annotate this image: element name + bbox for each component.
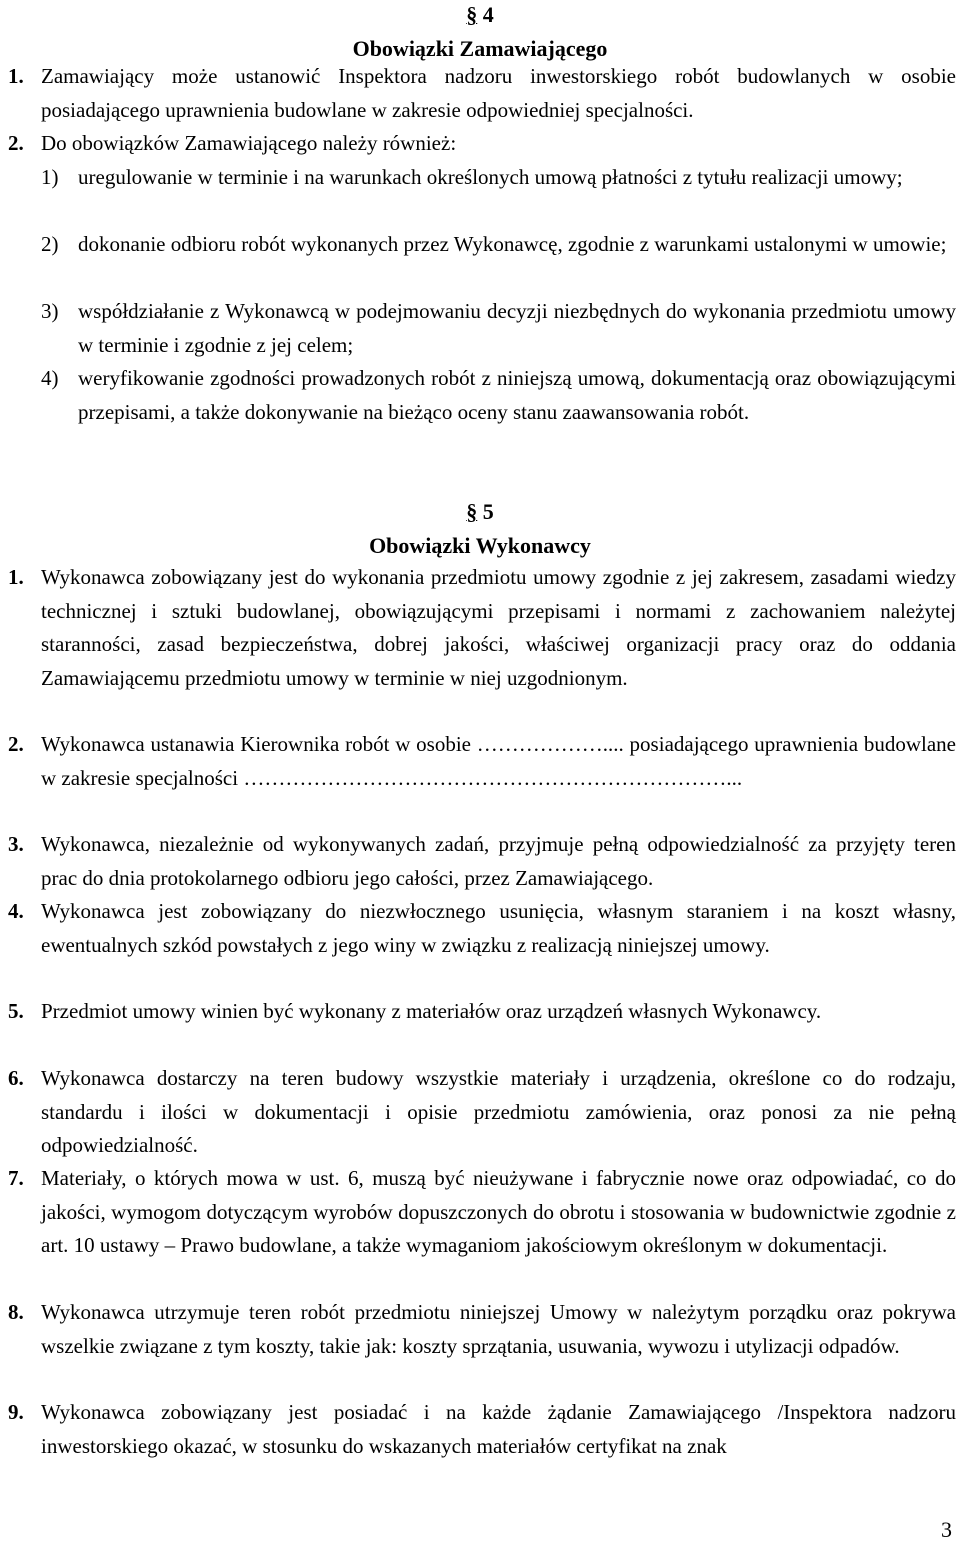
section-4-item-1	[8, 60, 956, 127]
subitem-number: 1)	[41, 165, 59, 189]
item-number: 1.	[8, 565, 24, 589]
item-number: 9.	[8, 1400, 24, 1424]
section-4-subitem-3	[41, 295, 956, 362]
section-symbol: §	[466, 499, 478, 524]
item-number: 7.	[8, 1166, 24, 1190]
section-5-item-4	[8, 895, 956, 962]
section-5-item-7	[8, 1162, 956, 1263]
section-4-subitem-1	[41, 161, 956, 195]
subitem-text: dokonanie odbioru robót wykonanych przez Wykonawcę, zgodnie z warunkami ustalonymi w umowie;	[78, 232, 947, 256]
section-5-item-5	[8, 995, 956, 1029]
section-title: Obowiązki Wykonawcy	[369, 533, 591, 558]
subitem-text: współdziałanie z Wykonawcą w podejmowaniu decyzji niezbędnych do wykonania przedmiotu umowy w terminie i zgodnie z jej celem;	[78, 299, 956, 357]
item-number: 6.	[8, 1066, 24, 1090]
item-number: 8.	[8, 1300, 24, 1324]
item-text: Wykonawca utrzymuje teren robót przedmiotu niniejszej Umowy w należytym porządku oraz pokrywa wszelkie związane z tym koszty, takie jak: koszty sprzątania, usuwania, wywozu i utylizacji odpadów.	[41, 1300, 956, 1358]
section-4-heading	[0, 0, 960, 64]
item-number: 2.	[8, 131, 24, 155]
subitem-number: 4)	[41, 366, 59, 390]
subitem-text: weryfikowanie zgodności prowadzonych robót z niniejszą umową, dokumentacją oraz obowiązującymi przepisami, a także dokonywanie na bieżąco oceny stanu zaawansowania robót.	[78, 366, 956, 424]
item-text: Wykonawca dostarczy na teren budowy wszystkie materiały i urządzenia, określone co do rodzaju, standardu i ilości w dokumentacji i opisie przedmiotu zamówienia, oraz ponosi za nie pełną odpowiedzialność.	[41, 1066, 956, 1157]
item-text: Do obowiązków Zamawiającego należy również:	[41, 131, 457, 155]
section-5-item-9	[8, 1396, 956, 1463]
section-symbol: §	[466, 2, 478, 27]
section-5-item-8	[8, 1296, 956, 1363]
section-5-item-6	[8, 1062, 956, 1163]
subitem-number: 2)	[41, 232, 59, 256]
item-text: Wykonawca zobowiązany jest do wykonania przedmiotu umowy zgodnie z jej zakresem, zasadami wiedzy technicznej i sztuki budowlanej, obowiązującymi przepisami i normami z zachowaniem należytej staranności, zasad bezpieczeństwa, dobrej jakości, właściwej organizacji pracy oraz do oddania Zamawiającemu przedmiotu umowy w terminie w niej uzgodnionym.	[41, 565, 956, 690]
item-text: Wykonawca jest zobowiązany do niezwłocznego usunięcia, własnym staraniem i na koszt własny, ewentualnych szkód powstałych z jego winy w związku z realizacją niniejszej umowy.	[41, 899, 956, 957]
item-text: Materiały, o których mowa w ust. 6, muszą być nieużywane i fabrycznie nowe oraz odpowiadać, co do jakości, wymogom dotyczącym wyrobów dopuszczonych do obrotu i stosowania w budownictwie zgodnie z art. 10 ustawy – Prawo budowlane, a także wymaganiom jakościowym określonym w dokumentacji.	[41, 1166, 956, 1257]
item-number: 2.	[8, 732, 24, 756]
section-4-item-2	[8, 127, 956, 161]
section-title: Obowiązki Zamawiającego	[352, 36, 608, 61]
item-number: 1.	[8, 64, 24, 88]
subitem-text: uregulowanie w terminie i na warunkach określonych umową płatności z tytułu realizacji umowy;	[78, 165, 903, 189]
section-number: 5	[482, 499, 494, 524]
section-5-item-3	[8, 828, 956, 895]
item-text: Wykonawca, niezależnie od wykonywanych zadań, przyjmuje pełną odpowiedzialność za przyjęty teren prac do dnia protokolarnego odbioru jego całości, przez Zamawiającego.	[41, 832, 956, 890]
page-number: 3	[941, 1517, 952, 1542]
section-5-item-1	[8, 561, 956, 695]
subitem-number: 3)	[41, 299, 59, 323]
item-number: 5.	[8, 999, 24, 1023]
section-4-subitem-2	[41, 228, 956, 262]
section-4-subitem-4	[41, 362, 956, 429]
section-5-heading	[0, 497, 960, 561]
item-number: 4.	[8, 899, 24, 923]
item-text: Wykonawca zobowiązany jest posiadać i na każde żądanie Zamawiającego /Inspektora nadzoru inwestorskiego okazać, w stosunku do wskazanych materiałów certyfikat na znak	[41, 1400, 956, 1458]
item-text: Zamawiający może ustanowić Inspektora nadzoru inwestorskiego robót budowlanych w osobie posiadającego uprawnienia budowlane w zakresie odpowiedniej specjalności.	[41, 64, 956, 122]
item-text: Przedmiot umowy winien być wykonany z materiałów oraz urządzeń własnych Wykonawcy.	[41, 999, 822, 1023]
item-text: Wykonawca ustanawia Kierownika robót w osobie ……………….... posiadającego uprawnienia budowlane w zakresie specjalności ……………………………………………………………...	[41, 732, 956, 790]
item-number: 3.	[8, 832, 24, 856]
section-5-item-2	[8, 728, 956, 795]
section-number: 4	[482, 2, 494, 27]
